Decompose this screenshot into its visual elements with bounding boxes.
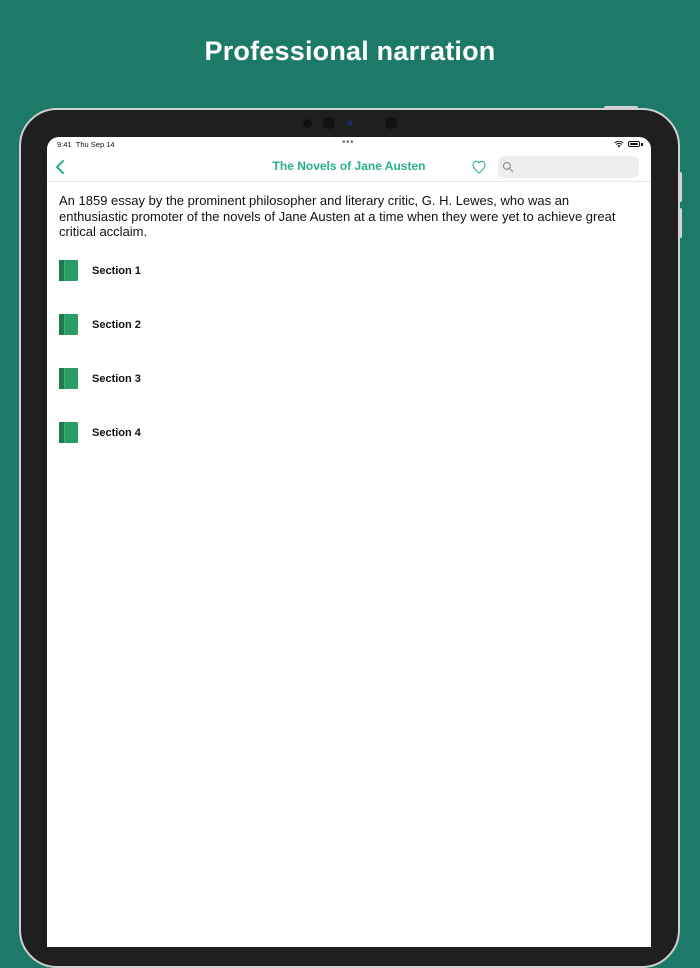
- book-icon: [59, 314, 78, 335]
- wifi-icon: [614, 141, 624, 148]
- section-item[interactable]: [47, 365, 651, 405]
- camera-sensor: [347, 120, 353, 126]
- device-volume-up-button: [679, 172, 682, 202]
- status-bar: [47, 137, 651, 151]
- section-label: Section 3: [92, 373, 141, 385]
- chevron-left-icon: [53, 158, 69, 176]
- magnifier-icon: [502, 161, 514, 173]
- book-description: An 1859 essay by the prominent philosopher and literary critic, G. H. Lewes, who was an enthusiastic promoter of the novels of Jane Austen at a time when they were yet to achieve great critical acclaim.: [59, 193, 616, 239]
- status-time: [57, 140, 115, 149]
- section-item[interactable]: [47, 311, 651, 351]
- section-label: Section 4: [92, 427, 141, 439]
- camera-lens: [385, 117, 397, 129]
- status-clock: 9:41: [57, 140, 72, 149]
- promo-headline: Professional narration: [204, 36, 496, 66]
- back-button[interactable]: [53, 158, 69, 176]
- navigation-bar: [47, 153, 651, 182]
- book-icon: [59, 422, 78, 443]
- search-field[interactable]: [498, 156, 639, 178]
- battery-cap: [641, 143, 643, 146]
- multitasking-dots[interactable]: •••: [342, 137, 355, 148]
- book-icon: [59, 368, 78, 389]
- app-screen: [47, 137, 651, 947]
- camera-dot: [366, 121, 370, 125]
- section-item[interactable]: [47, 419, 651, 459]
- section-label: Section 2: [92, 319, 141, 331]
- heart-outline-icon: [471, 159, 487, 175]
- book-icon: [59, 260, 78, 281]
- favorite-button[interactable]: [471, 159, 487, 175]
- section-label: Section 1: [92, 265, 141, 277]
- camera-lens: [323, 117, 335, 129]
- search-input[interactable]: [516, 156, 634, 178]
- device-volume-down-button: [679, 208, 682, 238]
- page-title: The Novels of Jane Austen: [272, 159, 426, 173]
- camera-dot: [303, 119, 312, 128]
- section-item[interactable]: [47, 257, 651, 297]
- battery-icon: [628, 141, 640, 147]
- status-date: Thu Sep 14: [75, 140, 115, 149]
